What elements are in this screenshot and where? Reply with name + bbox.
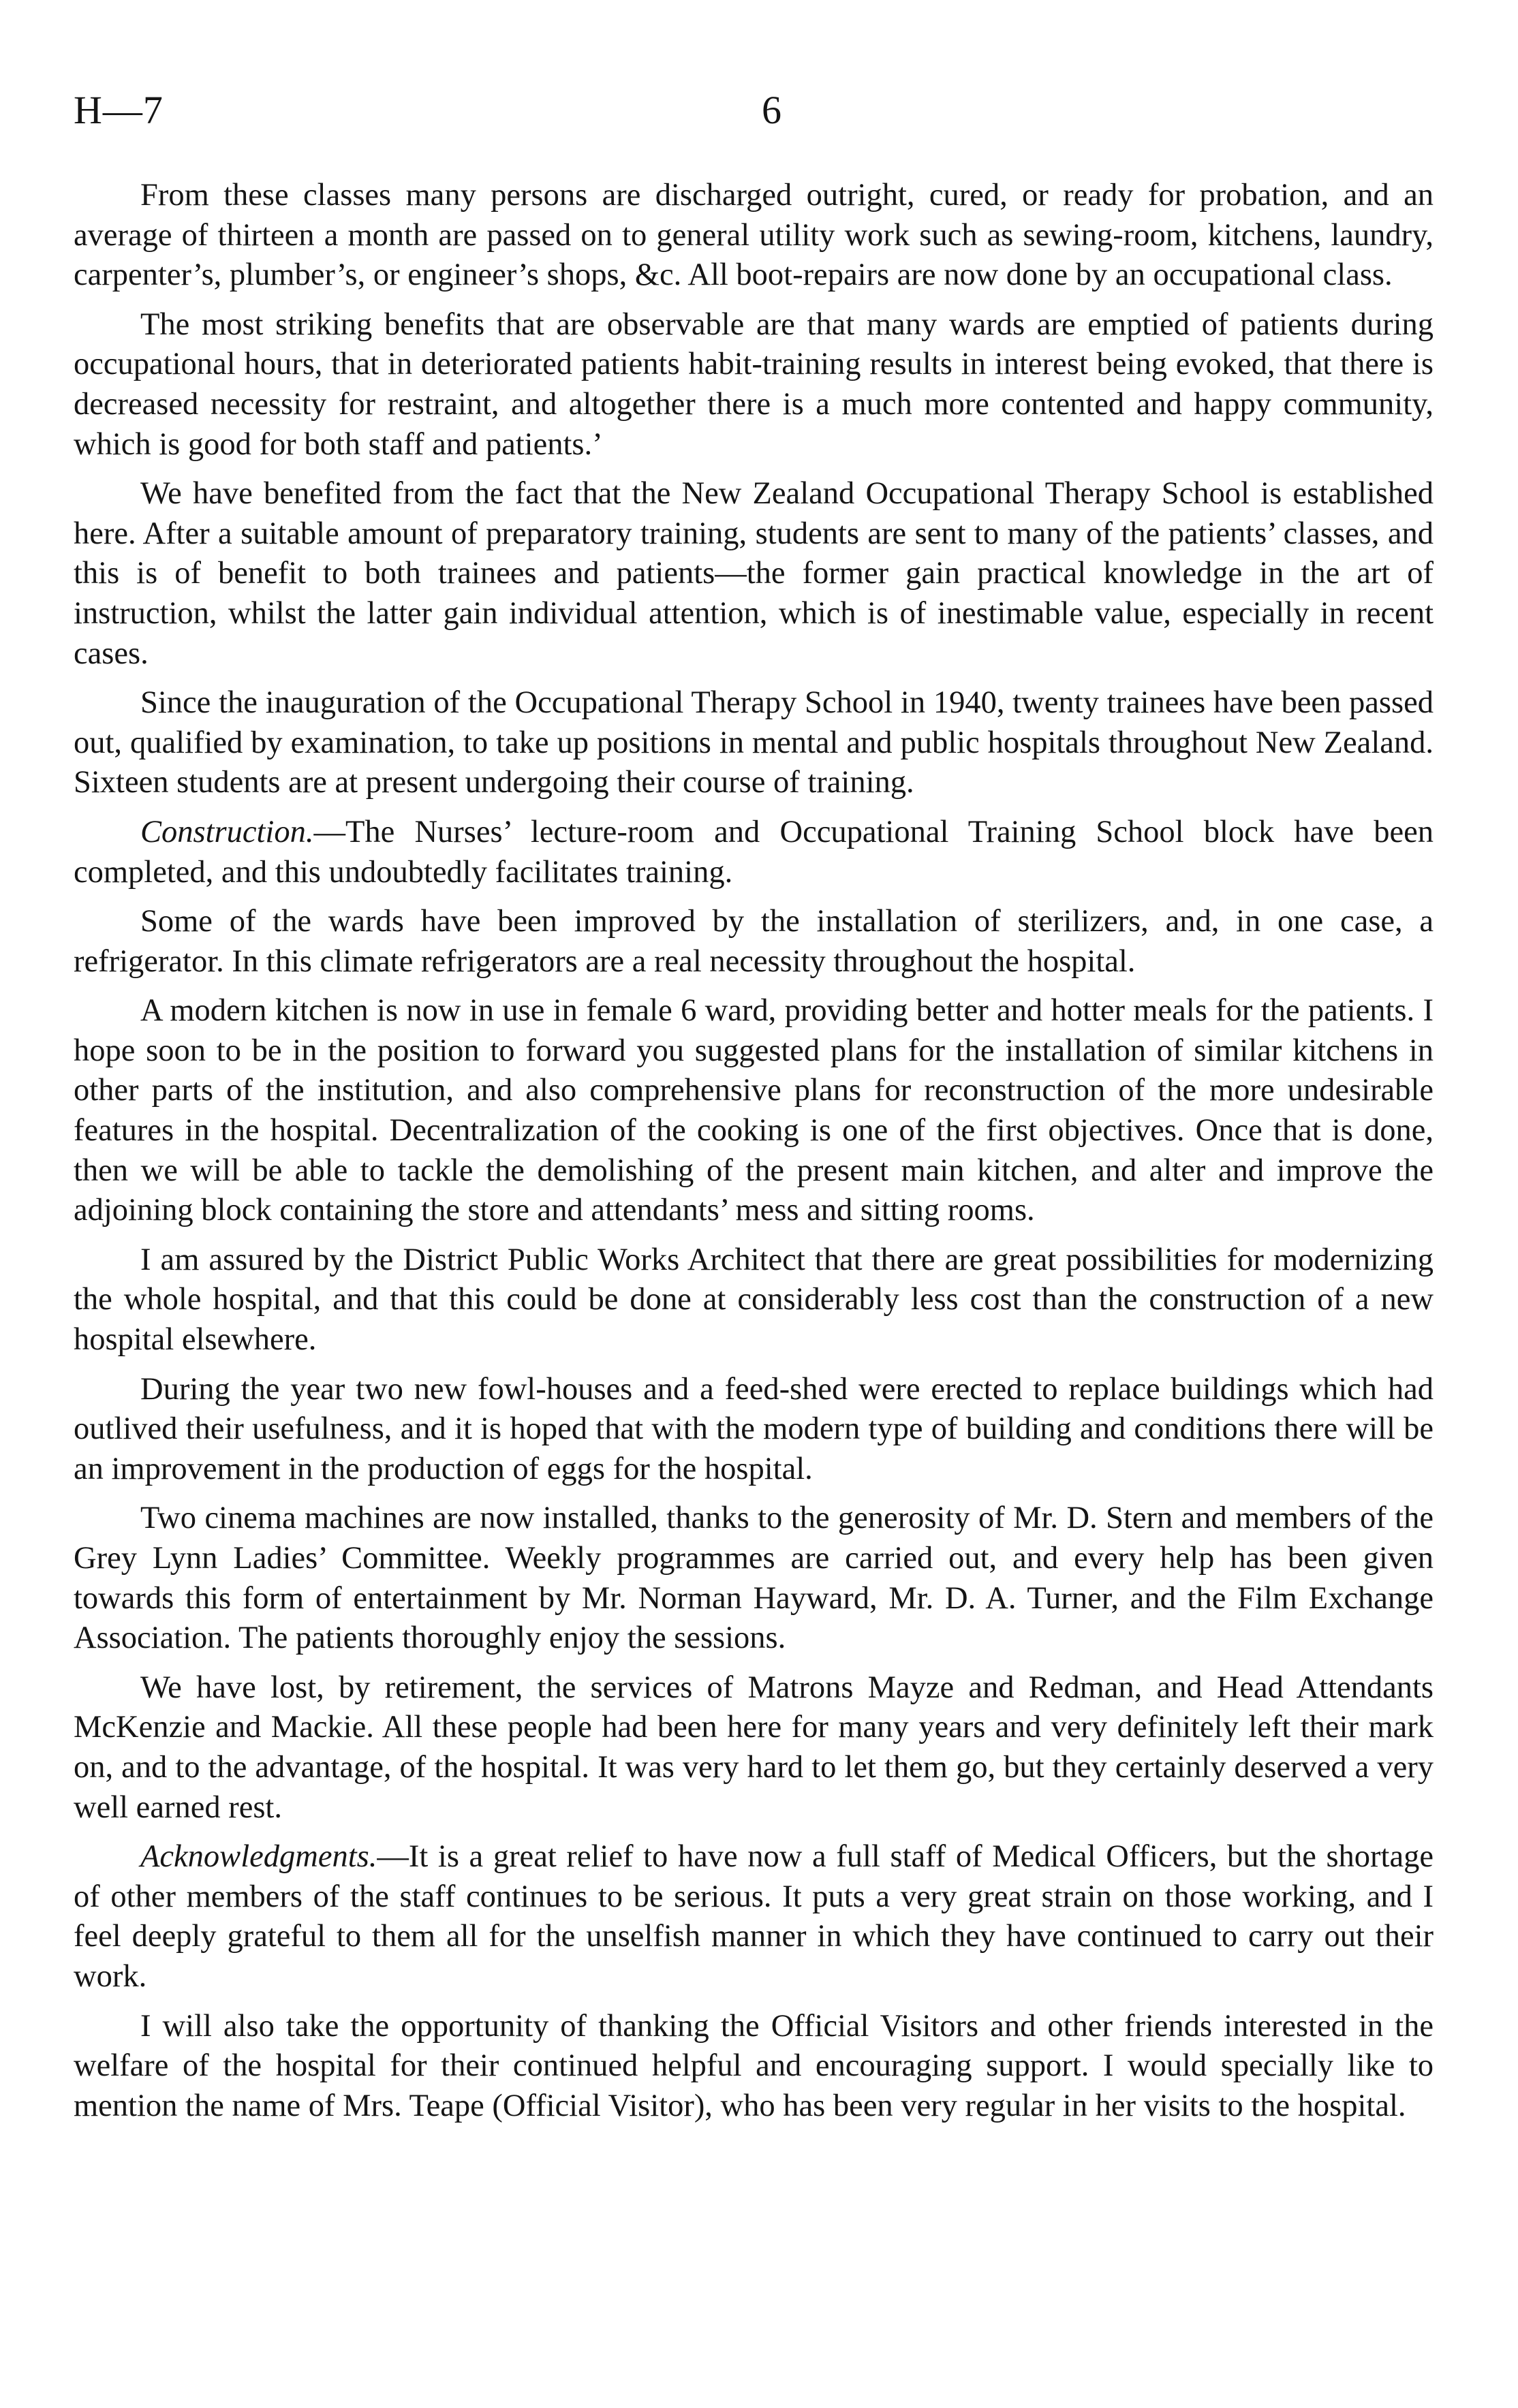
paragraph-public-works: I am assured by the District Public Works Architect that there are great possibilities for modernizing the whole hospital, and that this could be done at considerably less cost than the construction of a new hospital elsewhere. [74, 1242, 1434, 1358]
acknowledgments-heading: Acknowledgments. [140, 1839, 377, 1875]
paragraph-fowl-houses: During the year two new fowl-houses and a feed-shed were erected to replace buildings which had outlived their usefulness, and it is hoped that with the modern type of building and conditions there will be an improvement in the production of eggs for the hospital. [74, 1371, 1434, 1486]
paragraph-benefits: The most striking benefits that are observable are that many wards are emptied of patients during occupational hours, that in deteriorated patients habit-training results in interest being evoked, that there is decreased necessity for restraint, and altogether there is a much more contented and happy community, which is good for both staff and patients.’ [74, 307, 1434, 462]
document-reference: H—7 [74, 88, 164, 132]
paragraph-classes-discharged: From these classes many persons are discharged outright, cured, or ready for probation, and an average of thirteen a month are passed on to general utility work such as sewing-room, kitchens, laundry, carpenter’s, plumber’s, or engineer’s shops, &c. All boot-repairs are now done by an occupational class. [74, 178, 1434, 293]
paragraph-acknowledgments: Acknowledgments.—It is a great relief to have now a full staff of Medical Officers, but the shortage of other members of the staff continues to be serious. It puts a very great strain on those working, and I feel deeply grateful to them all for the unselfish manner in which they have continued to carry out their work. [74, 1839, 1434, 1994]
paragraph-modern-kitchen: A modern kitchen is now in use in female 6 ward, providing better and hotter meals for the patients. I hope soon to be in the position to forward you suggested plans for the installation of similar kitchens in other parts of the institution, and also comprehensive plans for reconstruction of the more undesirable features in the hospital. Decentralization of the cooking is one of the first objectives. Once that is done, then we will be able to tackle the demolishing of the present main kitchen, and alter and improve the adjoining block containing the store and attendants’ mess and sitting rooms. [74, 993, 1434, 1228]
paragraph-construction: Construction.—The Nurses’ lecture-room and Occupational Training School block have been completed, and this undoubtedly facilitates training. [74, 814, 1434, 890]
paragraph-cinema: Two cinema machines are now installed, thanks to the generosity of Mr. D. Stern and members of the Grey Lynn Ladies’ Committee. Weekly programmes are carried out, and every help has been given towards this form of entertainment by Mr. Norman Hayward, Mr. D. A. Turner, and the Film Exchange Association. The patients thoroughly enjoy the sessions. [74, 1501, 1434, 1656]
page-header [74, 87, 1436, 142]
paragraph-trainees: Since the inauguration of the Occupational Therapy School in 1940, twenty trainees have been passed out, qualified by examination, to take up positions in mental and public hospitals throughout New Zealand. Sixteen students are at present undergoing their course of training. [74, 685, 1434, 800]
page-number: 6 [762, 88, 781, 132]
paragraph-therapy-school: We have benefited from the fact that the New Zealand Occupational Therapy School is established here. After a suitable amount of preparatory training, students are sent to many of the patients’ classes, and this is of benefit to both trainees and patients—the former gain practical knowledge in the art of instruction, whilst the latter gain individual attention, which is of inestimable value, especially in recent cases. [74, 476, 1434, 671]
paragraph-official-visitors: I will also take the opportunity of thanking the Official Visitors and other friends interested in the welfare of the hospital for their continued helpful and encouraging support. I would specially like to mention the name of Mrs. Teape (Official Visitor), who has been very regular in her visits to the hospital. [74, 2008, 1434, 2123]
construction-heading: Construction. [140, 814, 314, 849]
paragraph-wards-improved: Some of the wards have been improved by the installation of sterilizers, and, in one case, a refrigerator. In this climate refrigerators are a real necessity throughout the hospital. [74, 904, 1434, 979]
report-body [74, 176, 1434, 2136]
paragraph-retirements: We have lost, by retirement, the services of Matrons Mayze and Redman, and Head Attendants McKenzie and Mackie. All these people had been here for many years and very definitely left their mark on, and to the advantage, of the hospital. It was very hard to let them go, but they certainly deserved a very well earned rest. [74, 1670, 1434, 1825]
